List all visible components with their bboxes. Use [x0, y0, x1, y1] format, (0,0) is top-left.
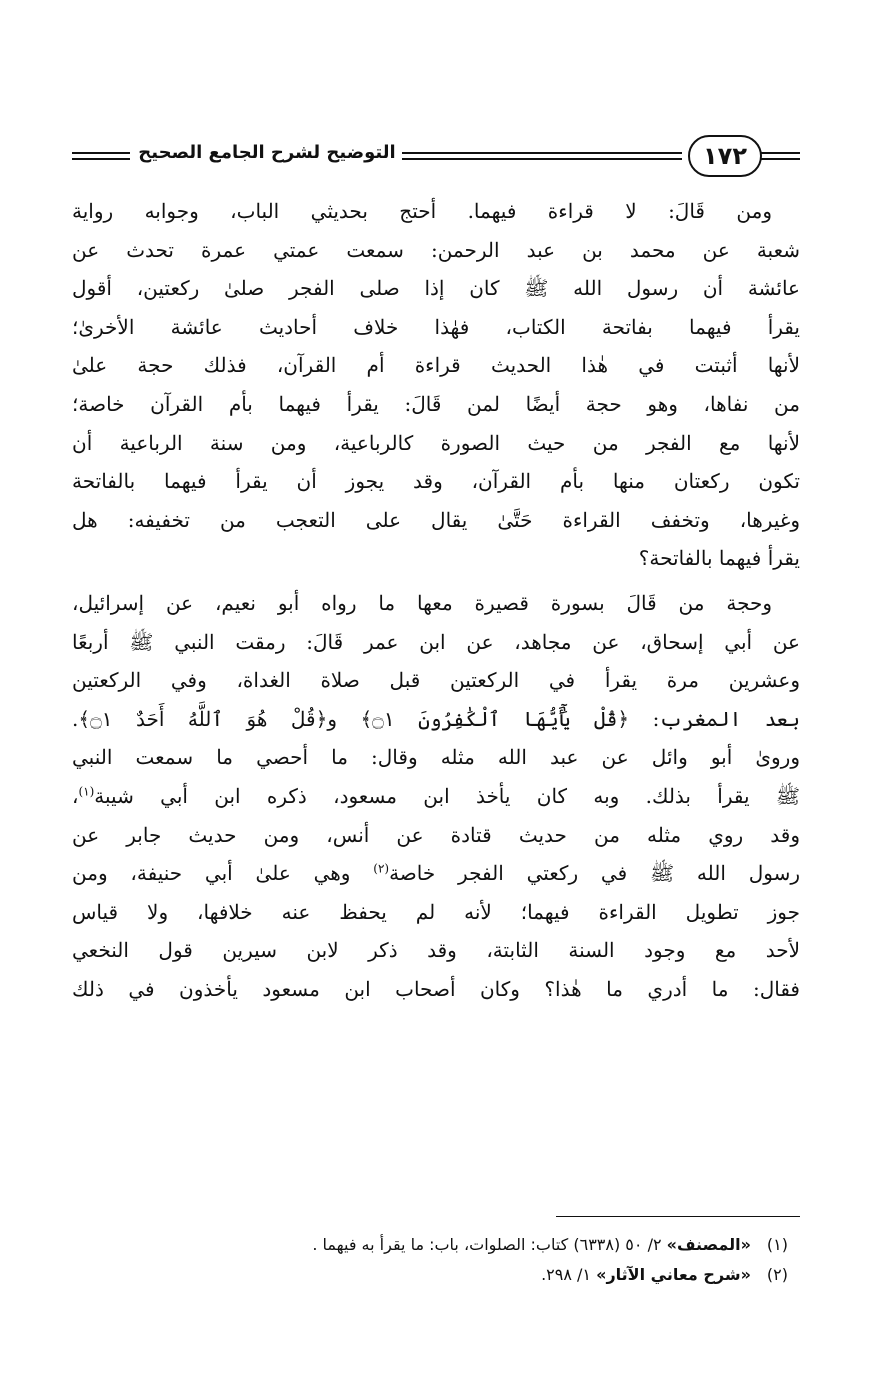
- text-segment: ،: [72, 783, 79, 808]
- text-line: لأحد مع وجود السنة الثابتة، وقد ذكر لابن سيرين قول النخعي: [72, 938, 800, 963]
- footnote-source: «شرح معاني الآثار»: [596, 1265, 751, 1284]
- running-title: التوضيح لشرح الجامع الصحيح: [138, 142, 396, 163]
- header-rule-left: [72, 152, 130, 160]
- text-line: وقد روي مثله من حديث قتادة عن أنس، ومن حديث جابر عن: [72, 822, 800, 847]
- page-number-ornament: [688, 134, 800, 182]
- footnote-number: (٢): [766, 1265, 788, 1284]
- text-line: ومن قَالَ: لا قراءة فيهما. أحتج بحديثي الباب، وجوابه رواية: [72, 199, 772, 223]
- text-line: جوز تطويل القراءة فيهما؛ لأنه لم يحفظ عنه خلافها، ولا قياس: [72, 899, 800, 924]
- text-line: تكون ركعتان منها بأم القرآن، وقد يجوز أن يقرأ فيهما بالفاتحة: [72, 469, 800, 494]
- text-line: وحجة من قَالَ بسورة قصيرة معها ما رواه أبو نعيم، عن إسرائيل،: [72, 590, 772, 615]
- footnote-text: ١/ ٢٩٨.: [541, 1265, 597, 1284]
- footnote-marker-2: (٢): [373, 861, 390, 876]
- header-rule-middle: [402, 152, 682, 160]
- footnote-source: «المصنف»: [666, 1235, 751, 1254]
- text-line: عن أبي إسحاق، عن مجاهد، عن ابن عمر قَالَ: رمقت النبي ﷺ أربعًا: [72, 629, 800, 654]
- header-rule-right: [760, 152, 800, 160]
- page-number: ١٧٢: [688, 135, 762, 177]
- text-line: فقال: ما أدري ما هٰذا؟ وكان أصحاب ابن مسعود يأخذون في ذلك: [72, 976, 800, 1001]
- footnote-separator: [556, 1216, 800, 1217]
- text-line: وغيرها، وتخفف القراءة حَتَّىٰ يقال على التعجب من تخفيفه: هل: [72, 507, 800, 532]
- text-line-with-footnote: [72, 854, 800, 893]
- text-line: بعد المغرب: ﴿قُلْ يَٰٓأَيُّهَا ٱلْكَٰفِرُونَ ۝١﴾ و﴿قُلْ هُوَ ٱللَّهُ أَحَدٌ ۝١﴾.: [72, 706, 800, 731]
- text-line: من نفاها، وهو حجة أيضًا لمن قَالَ: يقرأ فيهما بأم القرآن خاصة؛: [72, 391, 800, 416]
- footnote-1: [72, 1230, 800, 1260]
- text-line: وعشرين مرة يقرأ في الركعتين قبل صلاة الغداة، وفي الركعتين: [72, 668, 800, 693]
- page-header: [72, 134, 800, 182]
- text-line: عائشة أن رسول الله ﷺ كان إذا صلى الفجر صلىٰ ركعتين، أقول: [72, 276, 800, 301]
- text-line-with-footnote: [72, 777, 800, 816]
- text-segment: وهي علىٰ أبي حنيفة، ومن: [72, 861, 374, 886]
- text-line: لأنها مع الفجر من حيث الصورة كالرباعية، ومن سنة الرباعية أن: [72, 430, 800, 455]
- paragraph-2: [72, 584, 800, 1009]
- footnote-text: ٢/ ٥٠ (٦٣٣٨) كتاب: الصلوات، باب: ما يقرأ به فيهما .: [312, 1235, 667, 1254]
- main-text: [72, 192, 800, 1014]
- text-line: لأنها أثبتت في هٰذا الحديث قراءة أم القرآن، فذلك حجة علىٰ: [72, 353, 800, 378]
- footnote-number: (١): [766, 1235, 788, 1254]
- text-segment: ﷺ يقرأ بذلك. وبه كان يأخذ ابن مسعود، ذكره ابن أبي شيبة: [94, 783, 800, 808]
- paragraph-1: [72, 192, 800, 578]
- text-line: ورویٰ أبو وائل عن عبد الله مثله وقال: ما أحصي ما سمعت النبي: [72, 745, 800, 770]
- footnotes: [72, 1230, 800, 1290]
- text-segment: رسول الله ﷺ في ركعتي الفجر خاصة: [389, 861, 800, 886]
- footnote-marker-1: (١): [78, 784, 95, 799]
- text-line: يقرأ فيهما بالفاتحة؟: [638, 546, 800, 571]
- text-line: يقرأ فيهما بفاتحة الكتاب، فهٰذا خلاف أحاديث عائشة الأخرىٰ؛: [72, 314, 800, 339]
- footnote-2: [72, 1260, 800, 1290]
- text-line: شعبة عن محمد بن عبد الرحمن: سمعت عمتي عمرة تحدث عن: [72, 237, 800, 262]
